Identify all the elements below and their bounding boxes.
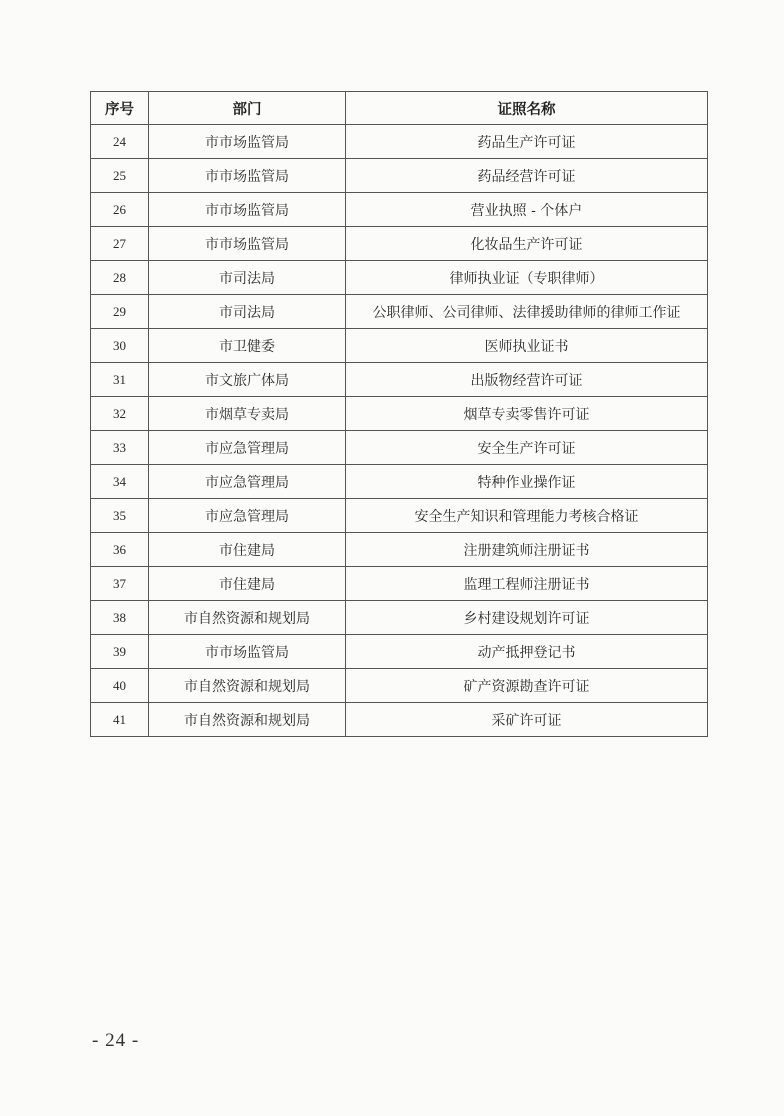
cell-num: 38 xyxy=(91,601,149,635)
cell-certificate: 监理工程师注册证书 xyxy=(346,567,708,601)
cell-num: 35 xyxy=(91,499,149,533)
table-row xyxy=(91,465,708,499)
cell-certificate: 矿产资源勘查许可证 xyxy=(346,669,708,703)
table-row xyxy=(91,669,708,703)
cell-department: 市住建局 xyxy=(149,533,346,567)
cell-department: 市自然资源和规划局 xyxy=(149,601,346,635)
header-department: 部门 xyxy=(149,92,346,125)
cell-department: 市卫健委 xyxy=(149,329,346,363)
cell-department: 市市场监管局 xyxy=(149,159,346,193)
cell-certificate: 药品生产许可证 xyxy=(346,125,708,159)
cell-num: 31 xyxy=(91,363,149,397)
cell-department: 市烟草专卖局 xyxy=(149,397,346,431)
table-row xyxy=(91,363,708,397)
page-number: - 24 - xyxy=(92,1030,140,1051)
cell-num: 37 xyxy=(91,567,149,601)
cell-num: 28 xyxy=(91,261,149,295)
table-row xyxy=(91,227,708,261)
cell-department: 市市场监管局 xyxy=(149,635,346,669)
cell-department: 市住建局 xyxy=(149,567,346,601)
table-row xyxy=(91,159,708,193)
cell-certificate: 乡村建设规划许可证 xyxy=(346,601,708,635)
cell-certificate: 动产抵押登记书 xyxy=(346,635,708,669)
cell-num: 26 xyxy=(91,193,149,227)
cell-department: 市市场监管局 xyxy=(149,125,346,159)
cell-num: 36 xyxy=(91,533,149,567)
cell-certificate: 烟草专卖零售许可证 xyxy=(346,397,708,431)
cell-certificate: 律师执业证（专职律师） xyxy=(346,261,708,295)
cell-department: 市自然资源和规划局 xyxy=(149,669,346,703)
cell-certificate: 公职律师、公司律师、法律援助律师的律师工作证 xyxy=(346,295,708,329)
table-row xyxy=(91,703,708,737)
table-row xyxy=(91,193,708,227)
header-num: 序号 xyxy=(91,92,149,125)
cell-department: 市应急管理局 xyxy=(149,499,346,533)
cell-department: 市市场监管局 xyxy=(149,227,346,261)
cell-certificate: 注册建筑师注册证书 xyxy=(346,533,708,567)
cell-certificate: 特种作业操作证 xyxy=(346,465,708,499)
cell-num: 33 xyxy=(91,431,149,465)
table-row xyxy=(91,601,708,635)
table-row xyxy=(91,397,708,431)
table-row xyxy=(91,533,708,567)
cell-department: 市应急管理局 xyxy=(149,431,346,465)
table-body xyxy=(91,125,708,737)
cell-num: 30 xyxy=(91,329,149,363)
cell-certificate: 药品经营许可证 xyxy=(346,159,708,193)
table-row xyxy=(91,329,708,363)
header-row xyxy=(91,92,708,125)
cell-department: 市司法局 xyxy=(149,295,346,329)
cell-department: 市自然资源和规划局 xyxy=(149,703,346,737)
table-header xyxy=(91,92,708,125)
table-row xyxy=(91,261,708,295)
table-row xyxy=(91,431,708,465)
cell-num: 41 xyxy=(91,703,149,737)
header-certificate: 证照名称 xyxy=(346,92,708,125)
cell-num: 29 xyxy=(91,295,149,329)
certificate-table xyxy=(90,91,708,737)
cell-num: 32 xyxy=(91,397,149,431)
cell-certificate: 医师执业证书 xyxy=(346,329,708,363)
cell-certificate: 出版物经营许可证 xyxy=(346,363,708,397)
table-row xyxy=(91,567,708,601)
cell-num: 39 xyxy=(91,635,149,669)
table-row xyxy=(91,125,708,159)
cell-certificate: 营业执照 - 个体户 xyxy=(346,193,708,227)
table-row xyxy=(91,499,708,533)
cell-certificate: 安全生产许可证 xyxy=(346,431,708,465)
cell-num: 40 xyxy=(91,669,149,703)
cell-num: 34 xyxy=(91,465,149,499)
cell-num: 24 xyxy=(91,125,149,159)
cell-num: 25 xyxy=(91,159,149,193)
cell-department: 市应急管理局 xyxy=(149,465,346,499)
cell-department: 市市场监管局 xyxy=(149,193,346,227)
table-row xyxy=(91,635,708,669)
table-row xyxy=(91,295,708,329)
cell-num: 27 xyxy=(91,227,149,261)
cell-certificate: 化妆品生产许可证 xyxy=(346,227,708,261)
cell-certificate: 安全生产知识和管理能力考核合格证 xyxy=(346,499,708,533)
cell-department: 市文旅广体局 xyxy=(149,363,346,397)
cell-certificate: 采矿许可证 xyxy=(346,703,708,737)
cell-department: 市司法局 xyxy=(149,261,346,295)
